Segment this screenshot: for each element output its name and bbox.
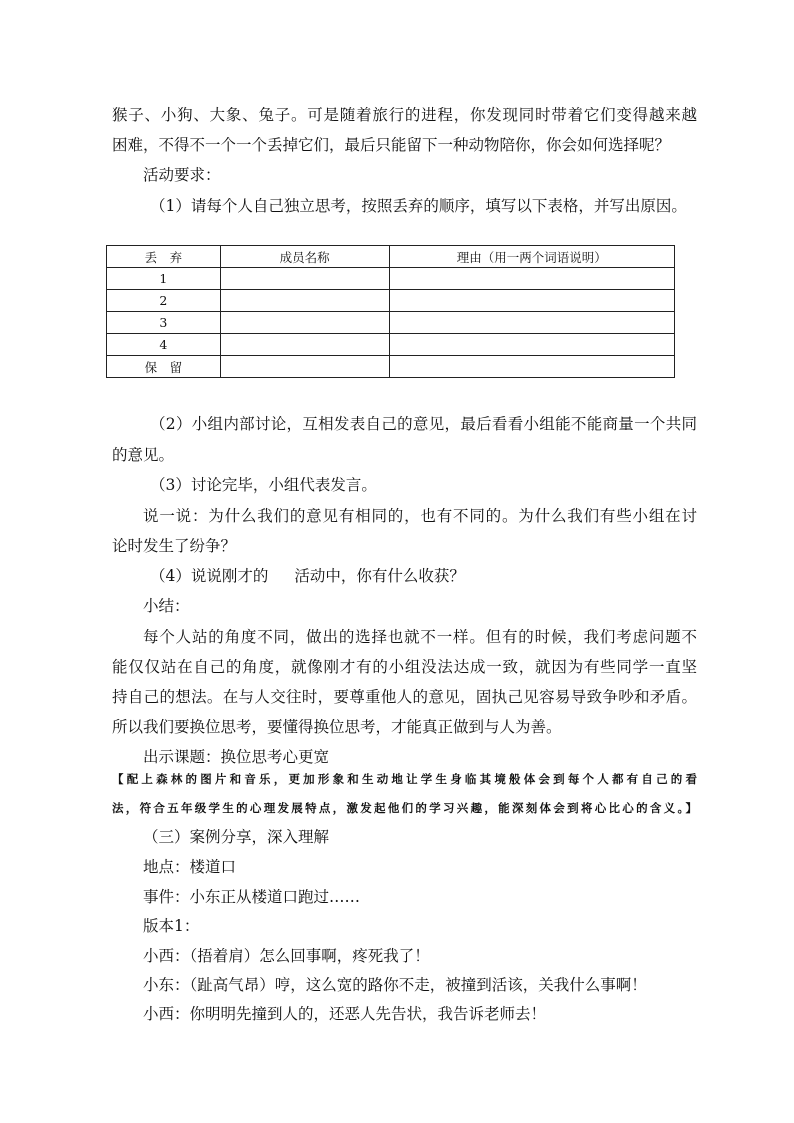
step-3: （3）讨论完毕，小组代表发言。 [150,476,377,494]
row-label: 1 [107,268,221,290]
teaching-note-line-1: 【配上森林的图片和音乐，更加形象和生动地让学生身临其境般体会到每个人都有自己的看 [112,772,697,786]
reason-cell[interactable] [389,290,675,312]
table-header-row [107,246,675,268]
step-4 [150,566,735,586]
member-name-cell[interactable] [220,290,389,312]
summary-line-4: 所以我们要换位思考，要懂得换位思考，才能真正做到与人为善。 [112,718,562,736]
step-2-line-1: （2）小组内部讨论，互相发表自己的意见，最后看看小组能不能商量一个共同 [150,415,697,433]
step-4-part-a: （4）说说刚才的 [150,567,269,585]
lesson-topic: 出示课题：换位思考心更宽 [143,748,330,766]
summary-line-2: 能仅仅站在自己的角度，就像刚才有的小组没法达成一致，就因为有些同学一直坚 [112,658,697,676]
row-label: 保 留 [107,356,221,378]
say-line-1: 说一说：为什么我们的意见有相同的，也有不同的。为什么我们有些小组在讨 [143,507,697,525]
step-1: （1）请每个人自己独立思考，按照丢弃的顺序，填写以下表格，并写出原因。 [150,197,687,215]
header-reason: 理由（用一两个词语说明） [389,246,675,268]
intro-line-2: 困难，不得不一个一个丢掉它们，最后只能留下一种动物陪你，你会如何选择呢？ [112,136,671,154]
row-label: 3 [107,312,221,334]
dialogue-line: 小西：你明明先撞到人的，还恶人先告状，我告诉老师去！ [143,1005,547,1023]
section-3-heading: （三）案例分享，深入理解 [143,828,330,846]
reason-cell[interactable] [389,268,675,290]
header-discard: 丢 弃 [107,246,221,268]
reason-cell[interactable] [389,334,675,356]
row-label: 4 [107,334,221,356]
table-row [107,290,675,312]
step-2-line-2: 的意见。 [112,446,175,464]
row-label: 2 [107,290,221,312]
header-member-name: 成员名称 [220,246,389,268]
activity-requirement: 活动要求： [143,166,221,184]
version-label: 版本1： [143,917,200,935]
member-name-cell[interactable] [220,334,389,356]
table-row [107,312,675,334]
intro-line-1: 猴子、小狗、大象、兔子。可是随着旅行的进程，你发现同时带着它们变得越来越 [112,106,697,124]
event: 事件：小东正从楼道口跑过…… [143,888,361,906]
discard-table [106,245,675,378]
member-name-cell[interactable] [220,312,389,334]
reason-cell[interactable] [389,312,675,334]
teaching-note-line-2: 法，符合五年级学生的心理发展特点，激发起他们的学习兴趣，能深刻体会到将心比心的含义。】 [112,801,697,815]
dialogue-line: 小西：（捂着肩）怎么回事啊，疼死我了！ [143,947,430,965]
summary-label: 小结： [143,597,190,615]
member-name-cell[interactable] [220,268,389,290]
dialogue-line: 小东：（趾高气昂）哼，这么宽的路你不走，被撞到活该，关我什么事啊！ [143,976,647,994]
summary-line-3: 持自己的想法。在与人交往时，要尊重他人的意见，固执己见容易导致争吵和矛盾。 [112,688,697,706]
reason-cell[interactable] [389,356,675,378]
step-4-part-b: 活动中，你有什么收获？ [294,567,465,585]
member-name-cell[interactable] [220,356,389,378]
summary-line-1: 每个人站的角度不同，做出的选择也就不一样。但有的时候，我们考虑问题不 [143,628,697,646]
location: 地点：楼道口 [143,858,237,876]
say-line-2: 论时发生了纷争？ [112,537,237,555]
table-row [107,334,675,356]
table-row [107,268,675,290]
table-row [107,356,675,378]
